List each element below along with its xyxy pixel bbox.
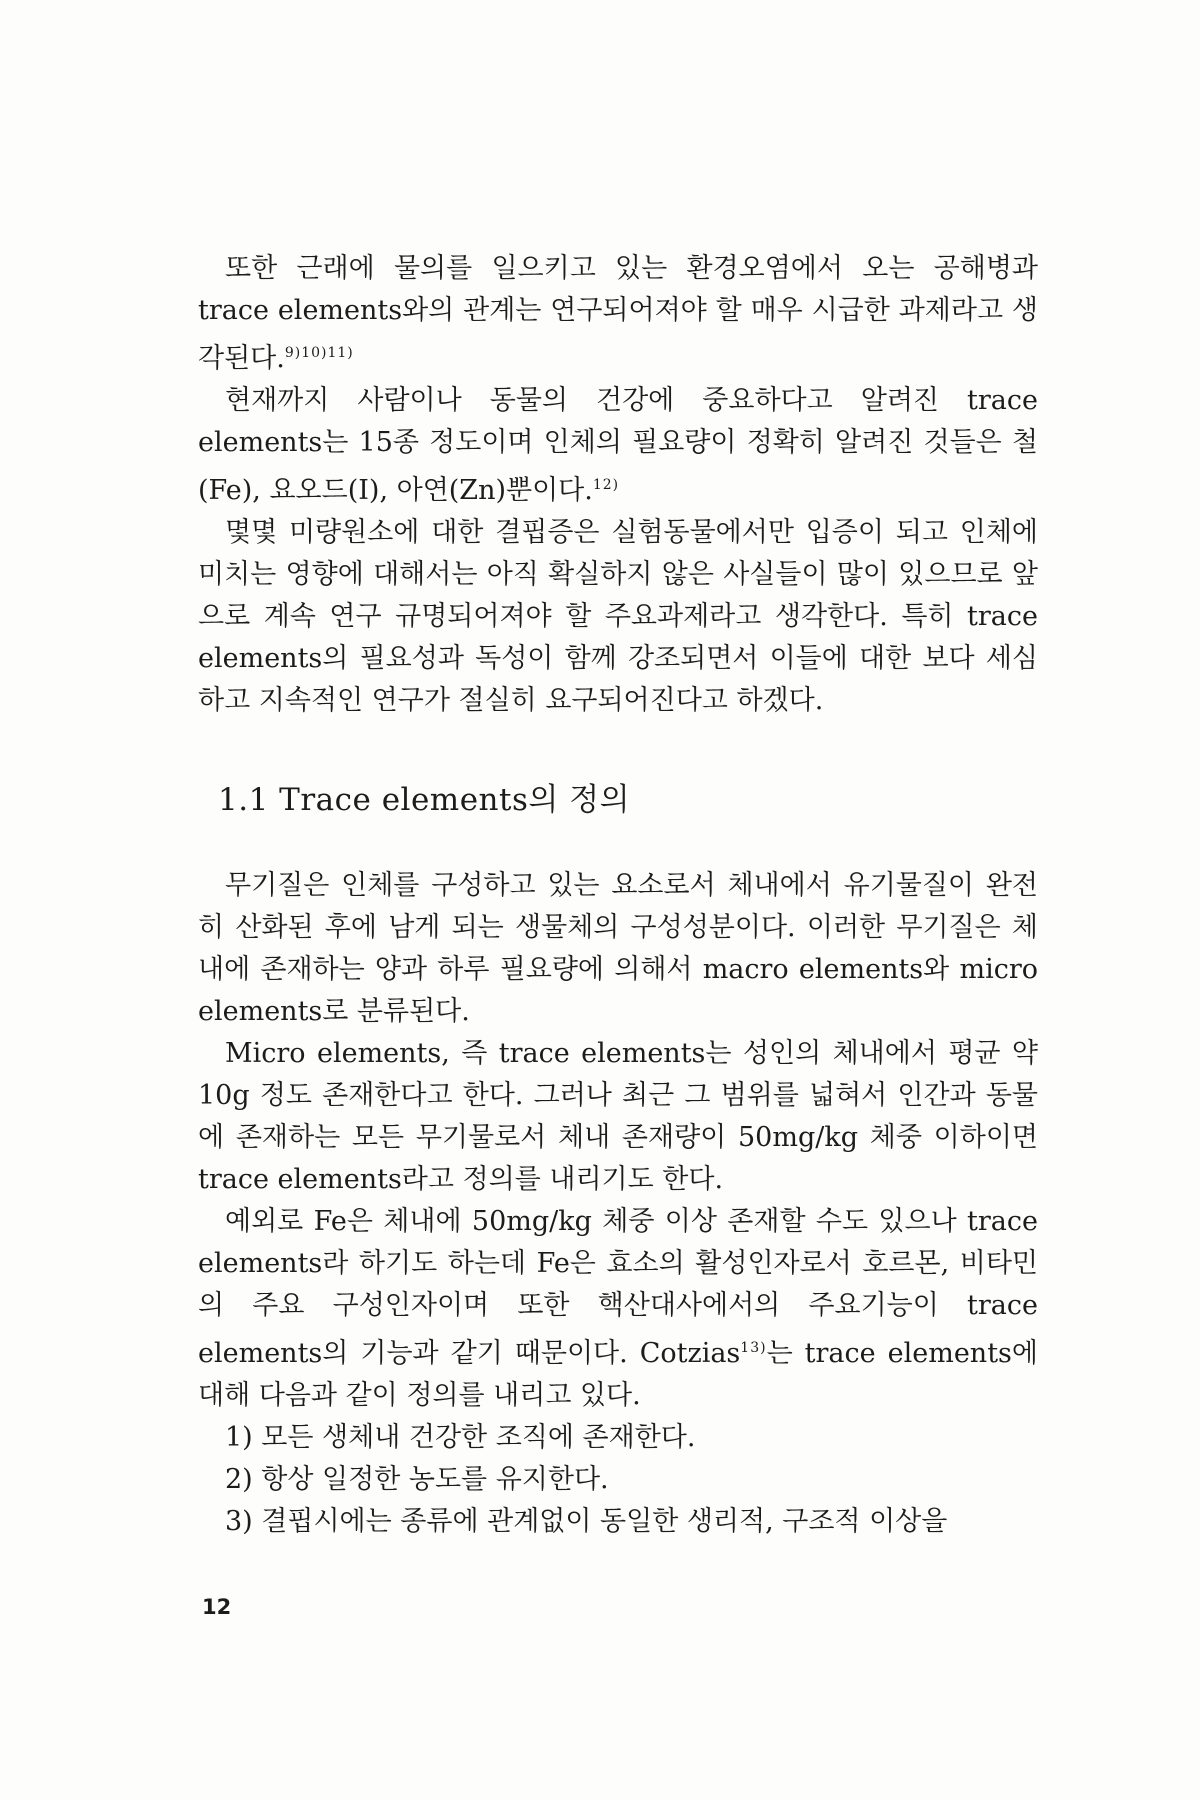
section-heading: 1.1 Trace elements의 정의 [218,782,631,818]
citation-refs: 13) [740,1340,767,1356]
paragraph-cotzias [198,1201,1038,1417]
list-item: 3) 결핍시에는 종류에 관계없이 동일한 생리적, 구조적 이상을 [225,1506,948,1537]
citation-refs: 12) [592,477,620,493]
paragraph-minerals: 무기질은 인체를 구성하고 있는 요소로서 체내에서 유기물질이 완전히 산화된 후에 남게 되는 생물체의 구성성분이다. 이러한 무기질은 체내에 존재하는 양과 하루 필요량에 의해서 macro elements와 micro elements로 분류된다. [198,870,1038,1027]
paragraph-pollution [198,248,1038,380]
paragraph-micro-elements: Micro elements, 즉 trace elements는 성인의 체내에서 평균 약 10g 정도 존재한다고 한다. 그러나 최근 그 범위를 넓혀서 인간과 동물에 존재하는 모든 무기물로서 체내 존재량이 50mg/kg 체중 이하이면 trace elements라고 정의를 내리기도 한다. [198,1038,1038,1195]
paragraph-deficiency [198,512,1038,722]
paragraph-text: 예외로 Fe은 체내에 50mg/kg 체중 이상 존재할 수도 있으나 trace elements라 하기도 하는데 Fe은 효소의 활성인자로서 호르몬, 비타민의 주요 구성인자이며 또한 핵산대사에서의 주요기능이 trace elements의 기능과 같기 때문이다. Cotzias [198,1206,1038,1369]
list-item: 1) 모든 생체내 건강한 조직에 존재한다. [225,1422,696,1453]
body-text [198,248,1038,1543]
paragraph-text: 몇몇 미량원소에 대한 결핍증은 실험동물에서만 입증이 되고 인체에 미치는 영향에 대해서는 아직 확실하지 않은 사실들이 많이 있으므로 앞으로 계속 연구 규명되어져야 할 주요과제라고 생각한다. 특히 trace elements의 필요성과 독성이 함께 강조되면서 이들에 대한 보다 세심하고 지속적인 연구가 절실히 요구되어진다고 하겠다. [198,517,1038,716]
paragraph-known-elements [198,380,1038,512]
paragraph-text: 는 trace elements에 대해 다음과 같이 정의를 내리고 있다. [198,1338,1038,1411]
citation-refs: 9)10)11) [284,345,354,361]
page-number: 12 [202,1595,232,1619]
paragraph-text: 현재까지 사람이나 동물의 건강에 중요하다고 알려진 trace elements는 15종 정도이며 인체의 필요량이 정확히 알려진 것들은 철(Fe), 요오드(I), 아연(Zn)뿐이다. [198,385,1038,506]
definition-list [198,1417,1038,1543]
list-item: 2) 항상 일정한 농도를 유지한다. [225,1464,609,1495]
paragraph-text: 또한 근래에 물의를 일으키고 있는 환경오염에서 오는 공해병과 trace elements와의 관계는 연구되어져야 할 매우 시급한 과제라고 생각된다. [198,253,1038,374]
